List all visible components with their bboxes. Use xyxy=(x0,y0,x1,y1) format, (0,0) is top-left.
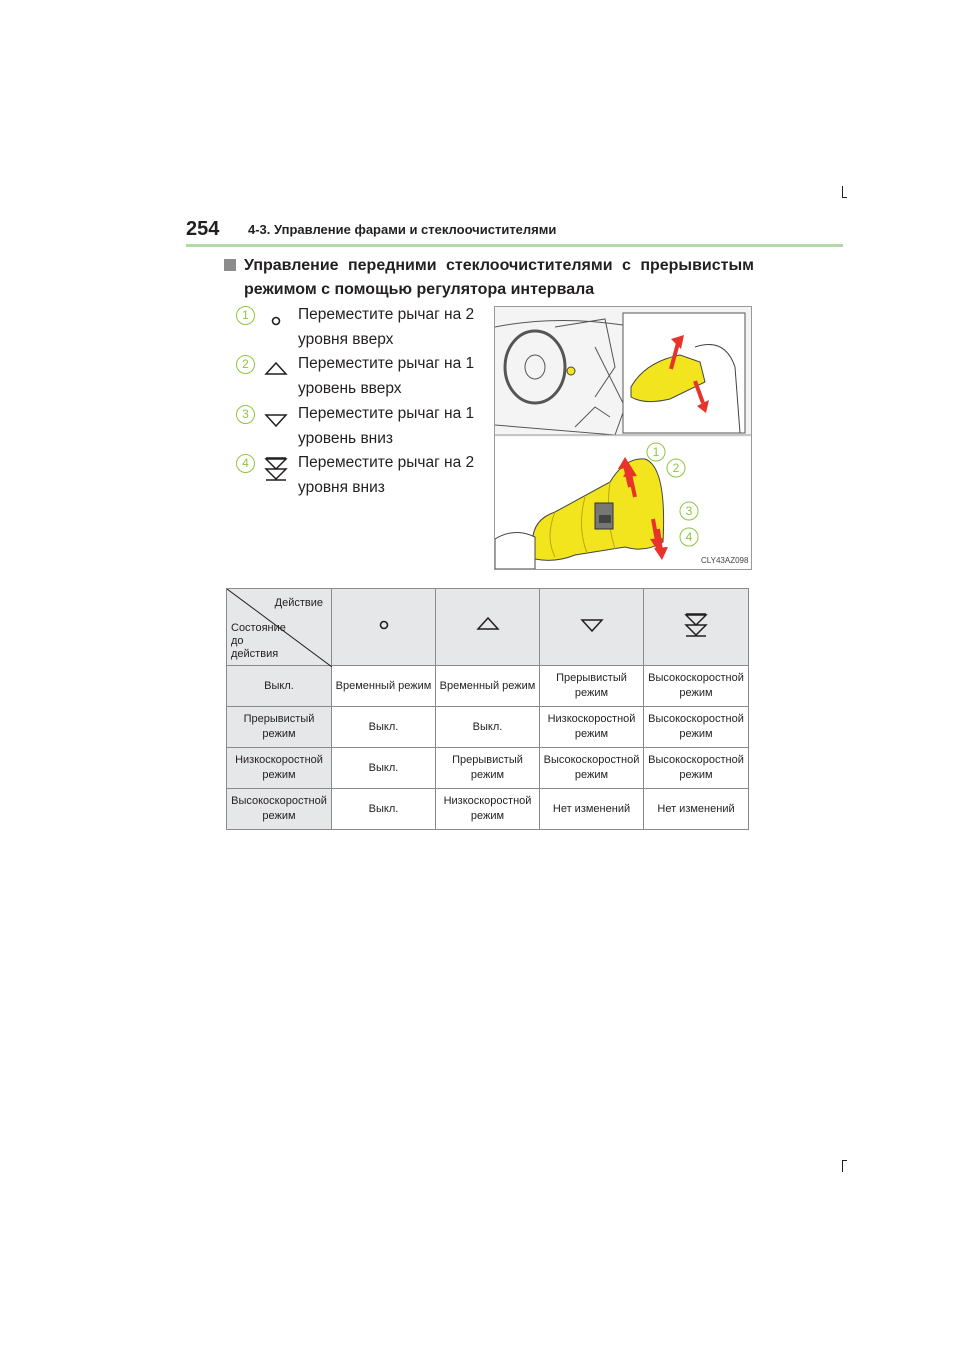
table-cell: Выкл. xyxy=(332,789,436,830)
table-row xyxy=(227,666,749,707)
triangle-up-icon xyxy=(476,610,500,640)
table-cell: Нет изменений xyxy=(540,789,644,830)
header-action: Действие xyxy=(274,597,323,609)
triangle-up-icon xyxy=(264,355,288,385)
table-cell: Выкл. xyxy=(332,748,436,789)
circle-icon xyxy=(264,306,288,336)
table-row xyxy=(227,789,749,830)
double-triangle-down-icon xyxy=(264,454,288,484)
row-state: Прерывистый режим xyxy=(227,707,332,748)
crop-mark-bottom xyxy=(842,1160,843,1172)
header-rule xyxy=(186,244,843,247)
column-header xyxy=(540,589,644,666)
table-cell: Высокоскоростной режим xyxy=(644,666,749,707)
column-header xyxy=(332,589,436,666)
crop-mark-top-foot xyxy=(842,197,847,198)
table-cell: Выкл. xyxy=(436,707,540,748)
circle-icon xyxy=(372,610,396,640)
table-cell: Прерывистый режим xyxy=(436,748,540,789)
column-header xyxy=(436,589,540,666)
table-cell: Временный режим xyxy=(332,666,436,707)
wiper-lever-illustration xyxy=(494,306,752,570)
heading-text: Управление передними стеклоочистителями с прерывистым режимом с помощью регулятора интервала xyxy=(244,257,754,298)
page-number: 254 xyxy=(186,218,220,240)
table-cell: Низкоскоростной режим xyxy=(540,707,644,748)
table-cell: Временный режим xyxy=(436,666,540,707)
row-state: Выкл. xyxy=(227,666,332,707)
wiper-mode-table xyxy=(226,588,749,830)
bullet-square-icon xyxy=(224,259,236,271)
callout-1: 1 xyxy=(652,445,660,459)
step-text: Переместите рычаг на 1 уровень вверх xyxy=(298,355,475,397)
triangle-down-icon xyxy=(580,610,604,640)
table-row xyxy=(227,707,749,748)
header-state: Состояние до действия xyxy=(231,622,286,660)
illustration-drawing xyxy=(495,307,751,569)
table-header-row xyxy=(227,589,749,666)
row-state: Высокоскоростной режим xyxy=(227,789,332,830)
subsection-heading xyxy=(224,254,754,302)
double-triangle-down-icon xyxy=(684,610,708,640)
section-title: 4-3. Управление фарами и стеклоочистителями xyxy=(248,222,557,237)
step-number: 4 xyxy=(236,454,255,473)
triangle-down-icon xyxy=(264,405,288,435)
table-cell: Высокоскоростной режим xyxy=(644,748,749,789)
column-header xyxy=(644,589,749,666)
step-number: 2 xyxy=(236,355,255,374)
step-number: 3 xyxy=(236,405,255,424)
table-cell: Нет изменений xyxy=(644,789,749,830)
table-cell: Высокоскоростной режим xyxy=(644,707,749,748)
table-cell: Высокоскоростной режим xyxy=(540,748,644,789)
callout-2: 2 xyxy=(672,461,680,475)
step-number: 1 xyxy=(236,306,255,325)
table-corner-cell xyxy=(227,589,332,666)
table-cell: Выкл. xyxy=(332,707,436,748)
table-row xyxy=(227,748,749,789)
row-state: Низкоскоростной режим xyxy=(227,748,332,789)
table-cell: Низкоскоростной режим xyxy=(436,789,540,830)
table-cell: Прерывистый режим xyxy=(540,666,644,707)
step-text: Переместите рычаг на 1 уровень вниз xyxy=(298,405,475,447)
step-text: Переместите рычаг на 2 уровня вниз xyxy=(298,454,475,496)
crop-mark-bottom-foot xyxy=(842,1160,847,1161)
callout-4: 4 xyxy=(685,530,693,544)
illustration-code: CLY43AZ098 xyxy=(701,556,749,565)
callout-3: 3 xyxy=(685,504,693,518)
step-text: Переместите рычаг на 2 уровня вверх xyxy=(298,306,475,348)
